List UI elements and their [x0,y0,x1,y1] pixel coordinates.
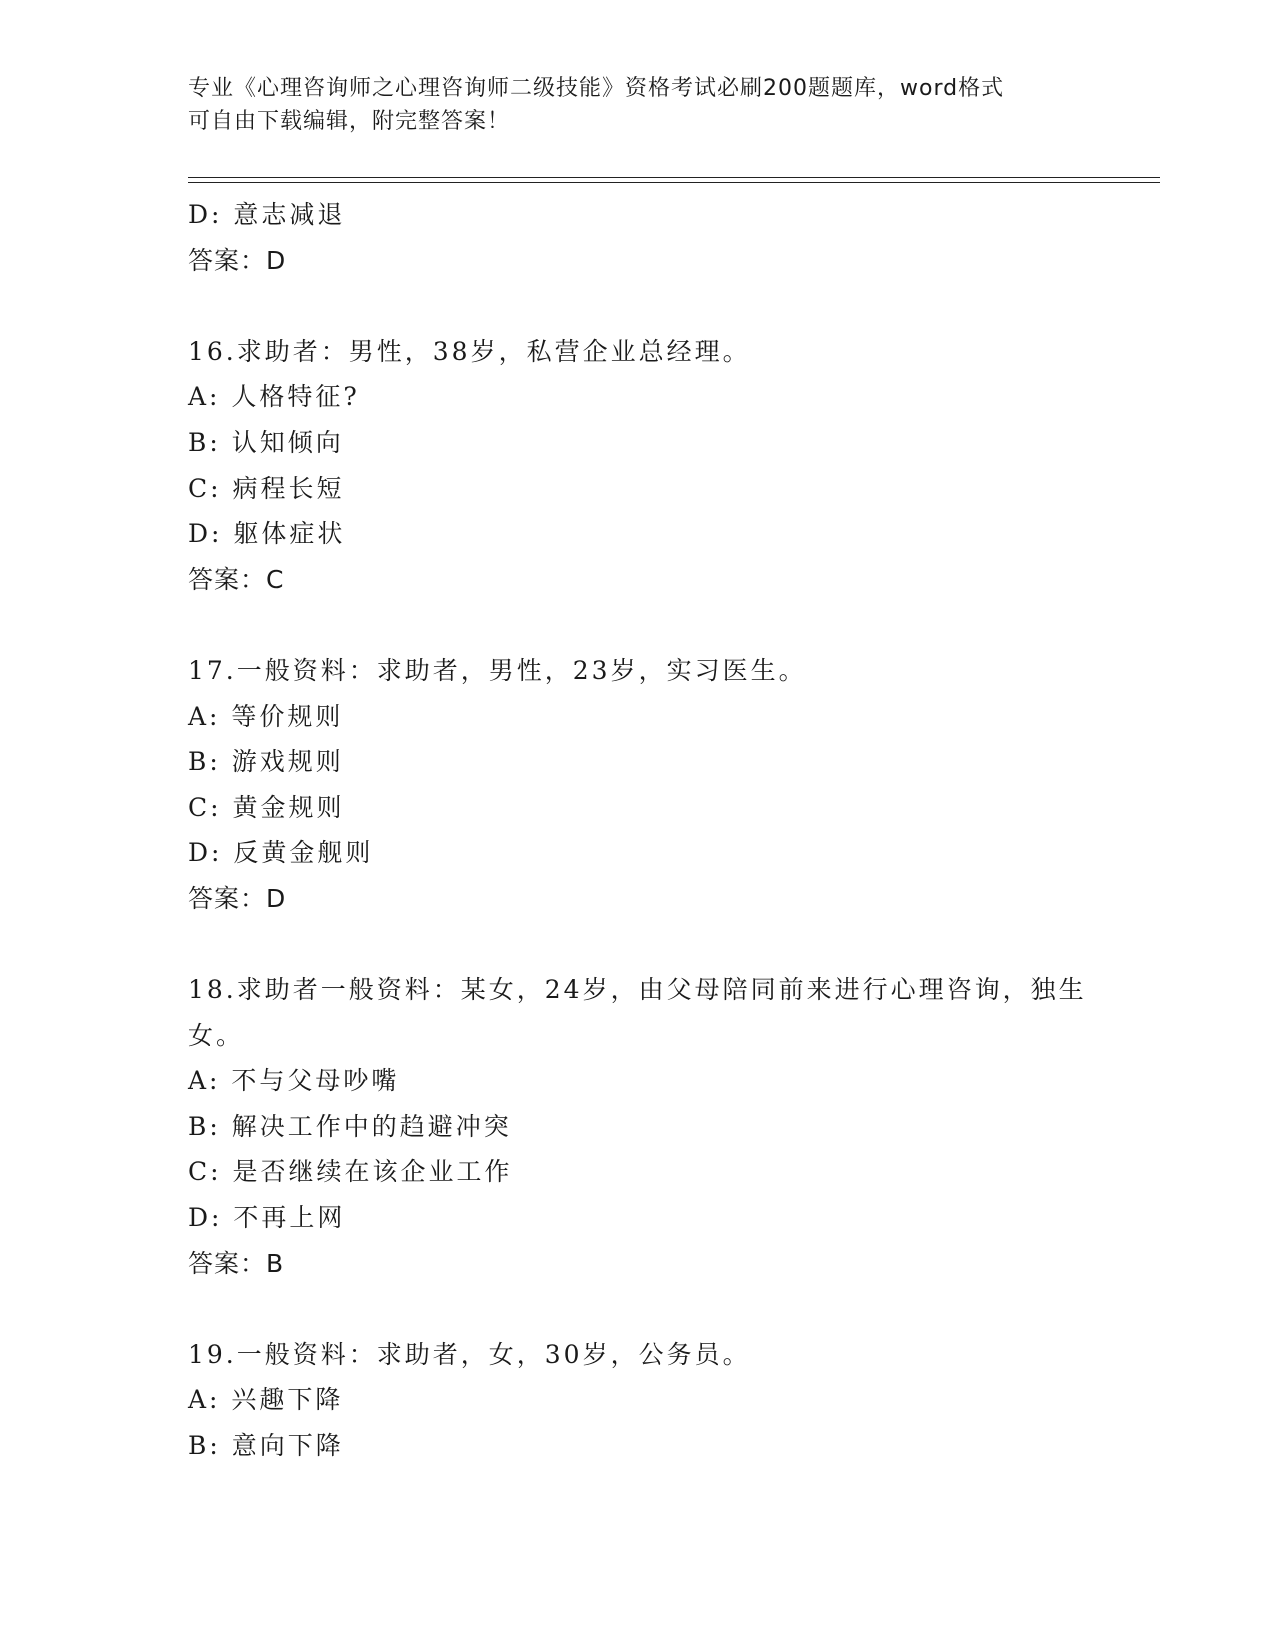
option-b: B: 认知倾向 [188,427,344,457]
answer-line: 答案：D [188,245,287,275]
header-title-line-1: 专业《心理咨询师之心理咨询师二级技能》资格考试必刷200题题库，word格式 [188,76,1005,101]
document-header [188,72,1088,138]
option-d: D: 反黄金舰则 [188,838,374,868]
header-title-line-2: 可自由下载编辑，附完整答案！ [188,109,511,134]
option-d: D: 躯体症状 [188,519,346,549]
spacer [188,283,1088,329]
option-b: B: 意向下降 [188,1431,344,1461]
answer-line: 答案：C [188,564,285,594]
option-d: D: 意志减退 [188,200,346,229]
header-divider-top [188,177,1160,178]
option-a: A: 兴趣下降 [188,1385,344,1415]
option-b: B: 游戏规则 [188,747,344,777]
question-stem: 19.一般资料：求助者，女，30岁，公务员。 [188,1339,751,1369]
option-a: A: 不与父母吵嘴 [188,1066,400,1096]
option-b: B: 解决工作中的趋避冲突 [188,1111,512,1141]
spacer [188,602,1088,648]
option-d: D: 不再上网 [188,1203,346,1233]
spacer [188,922,1088,968]
option-a: A: 等价规则 [188,701,344,731]
spacer [188,1286,1088,1332]
option-c: C: 是否继续在该企业工作 [188,1157,513,1187]
question-stem: 16.求助者：男性，38岁，私营企业总经理。 [188,336,751,366]
answer-line: 答案：D [188,883,287,913]
option-c: C: 黄金规则 [188,792,345,822]
answer-line: 答案：B [188,1248,285,1278]
option-a: A: 人格特征? [188,382,360,412]
question-stem: 17.一般资料：求助者，男性，23岁，实习医生。 [188,655,807,685]
question-stem: 18.求助者一般资料：某女，24岁，由父母陪同前来进行心理咨询，独生女。 [188,975,1087,1050]
header-divider-bottom [188,182,1160,183]
question-list [188,192,1088,1469]
option-c: C: 病程长短 [188,473,345,503]
